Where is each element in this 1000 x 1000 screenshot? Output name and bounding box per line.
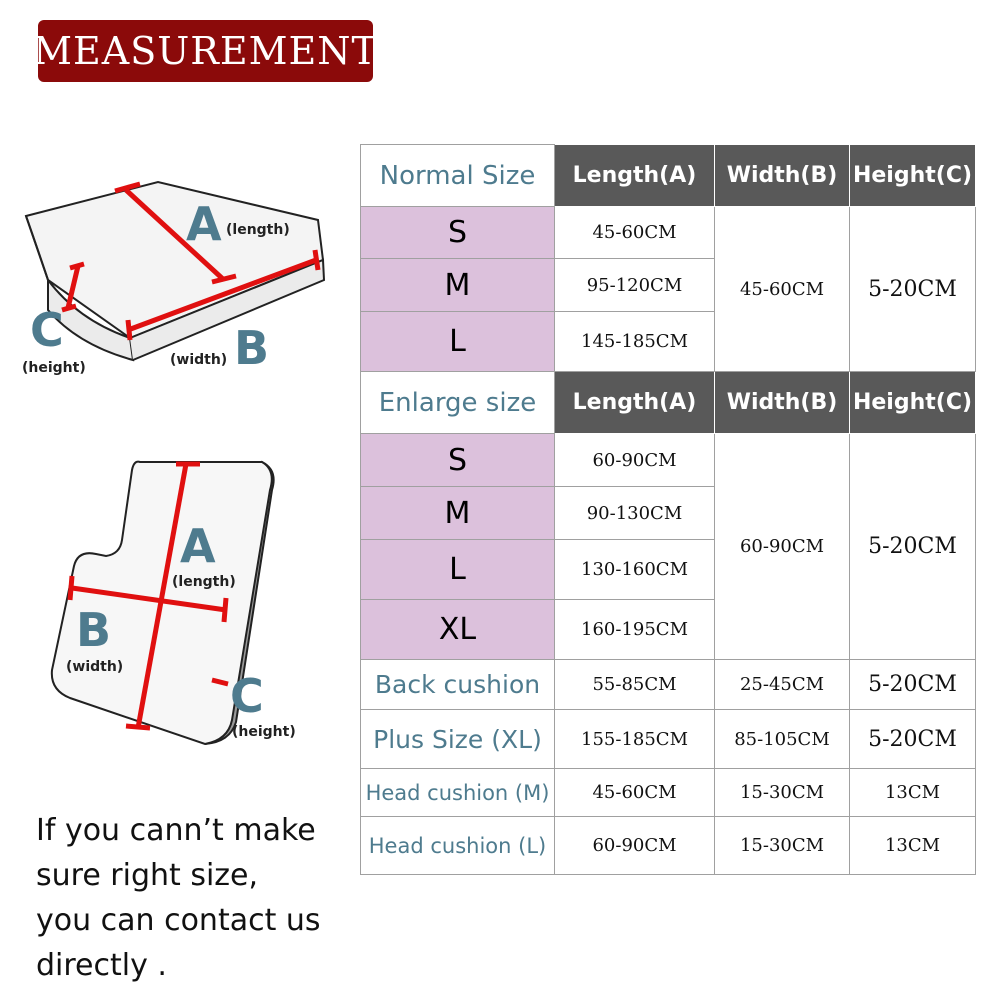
- width-value: 45-60CM: [715, 207, 850, 372]
- bottom-letter-b: B: [76, 603, 112, 657]
- height-value: 5-20CM: [850, 207, 976, 372]
- length-value: 55-85CM: [555, 660, 715, 710]
- size-label: S: [361, 434, 555, 487]
- col-width-header: Width(B): [715, 372, 850, 434]
- normal-size-title: Normal Size: [361, 145, 555, 207]
- col-height-header: Height(C): [850, 372, 976, 434]
- contact-note: [36, 808, 356, 988]
- table-row: [361, 817, 976, 875]
- size-label: M: [361, 259, 555, 312]
- size-label: L: [361, 540, 555, 600]
- note-line: directly .: [36, 948, 167, 983]
- size-label: XL: [361, 600, 555, 660]
- enlarge-size-header-row: [361, 372, 976, 434]
- bottom-label-a: (length): [172, 574, 236, 590]
- table-row: [361, 207, 976, 259]
- width-value: 15-30CM: [715, 769, 850, 817]
- height-value: 5-20CM: [850, 660, 976, 710]
- top-label-b: (width): [170, 352, 228, 368]
- size-chart-table: [360, 144, 976, 875]
- bottom-label-c: (height): [232, 724, 296, 740]
- top-letter-a: A: [186, 197, 222, 251]
- height-value: 5-20CM: [850, 710, 976, 769]
- width-value: 15-30CM: [715, 817, 850, 875]
- note-line: If you cann’t make: [36, 813, 316, 848]
- top-letter-c: C: [30, 303, 64, 357]
- length-value: 155-185CM: [555, 710, 715, 769]
- table-row: [361, 710, 976, 769]
- banner-title: MEASUREMENT: [33, 29, 378, 73]
- col-length-header: Length(A): [555, 372, 715, 434]
- size-label: M: [361, 487, 555, 540]
- col-length-header: Length(A): [555, 145, 715, 207]
- top-label-c: (height): [22, 360, 86, 376]
- measurement-banner: [33, 20, 378, 82]
- size-label: L: [361, 312, 555, 372]
- size-label: S: [361, 207, 555, 259]
- length-value: 95-120CM: [555, 259, 715, 312]
- table-row: [361, 769, 976, 817]
- bottom-letter-a: A: [180, 519, 216, 573]
- height-value: 13CM: [850, 769, 976, 817]
- length-value: 60-90CM: [555, 817, 715, 875]
- normal-size-header-row: [361, 145, 976, 207]
- height-value: 13CM: [850, 817, 976, 875]
- width-value: 25-45CM: [715, 660, 850, 710]
- seat-cushion-diagram: [18, 170, 338, 380]
- length-value: 130-160CM: [555, 540, 715, 600]
- height-value: 5-20CM: [850, 434, 976, 660]
- col-height-header: Height(C): [850, 145, 976, 207]
- top-letter-b: B: [234, 321, 270, 375]
- length-value: 90-130CM: [555, 487, 715, 540]
- col-width-header: Width(B): [715, 145, 850, 207]
- note-line: you can contact us: [36, 903, 321, 938]
- bottom-label-b: (width): [66, 659, 124, 675]
- bottom-letter-c: C: [230, 669, 264, 723]
- length-value: 160-195CM: [555, 600, 715, 660]
- extra-label: Plus Size (XL): [361, 710, 555, 769]
- top-label-a: (length): [226, 222, 290, 238]
- extra-label: Back cushion: [361, 660, 555, 710]
- l-cushion-diagram: [40, 450, 310, 750]
- enlarge-size-title: Enlarge size: [361, 372, 555, 434]
- extra-label: Head cushion (L): [361, 817, 555, 875]
- width-value: 85-105CM: [715, 710, 850, 769]
- length-value: 60-90CM: [555, 434, 715, 487]
- width-value: 60-90CM: [715, 434, 850, 660]
- note-line: sure right size,: [36, 858, 259, 893]
- length-value: 45-60CM: [555, 207, 715, 259]
- extra-label: Head cushion (M): [361, 769, 555, 817]
- table-row: [361, 660, 976, 710]
- length-value: 45-60CM: [555, 769, 715, 817]
- length-value: 145-185CM: [555, 312, 715, 372]
- table-row: [361, 434, 976, 487]
